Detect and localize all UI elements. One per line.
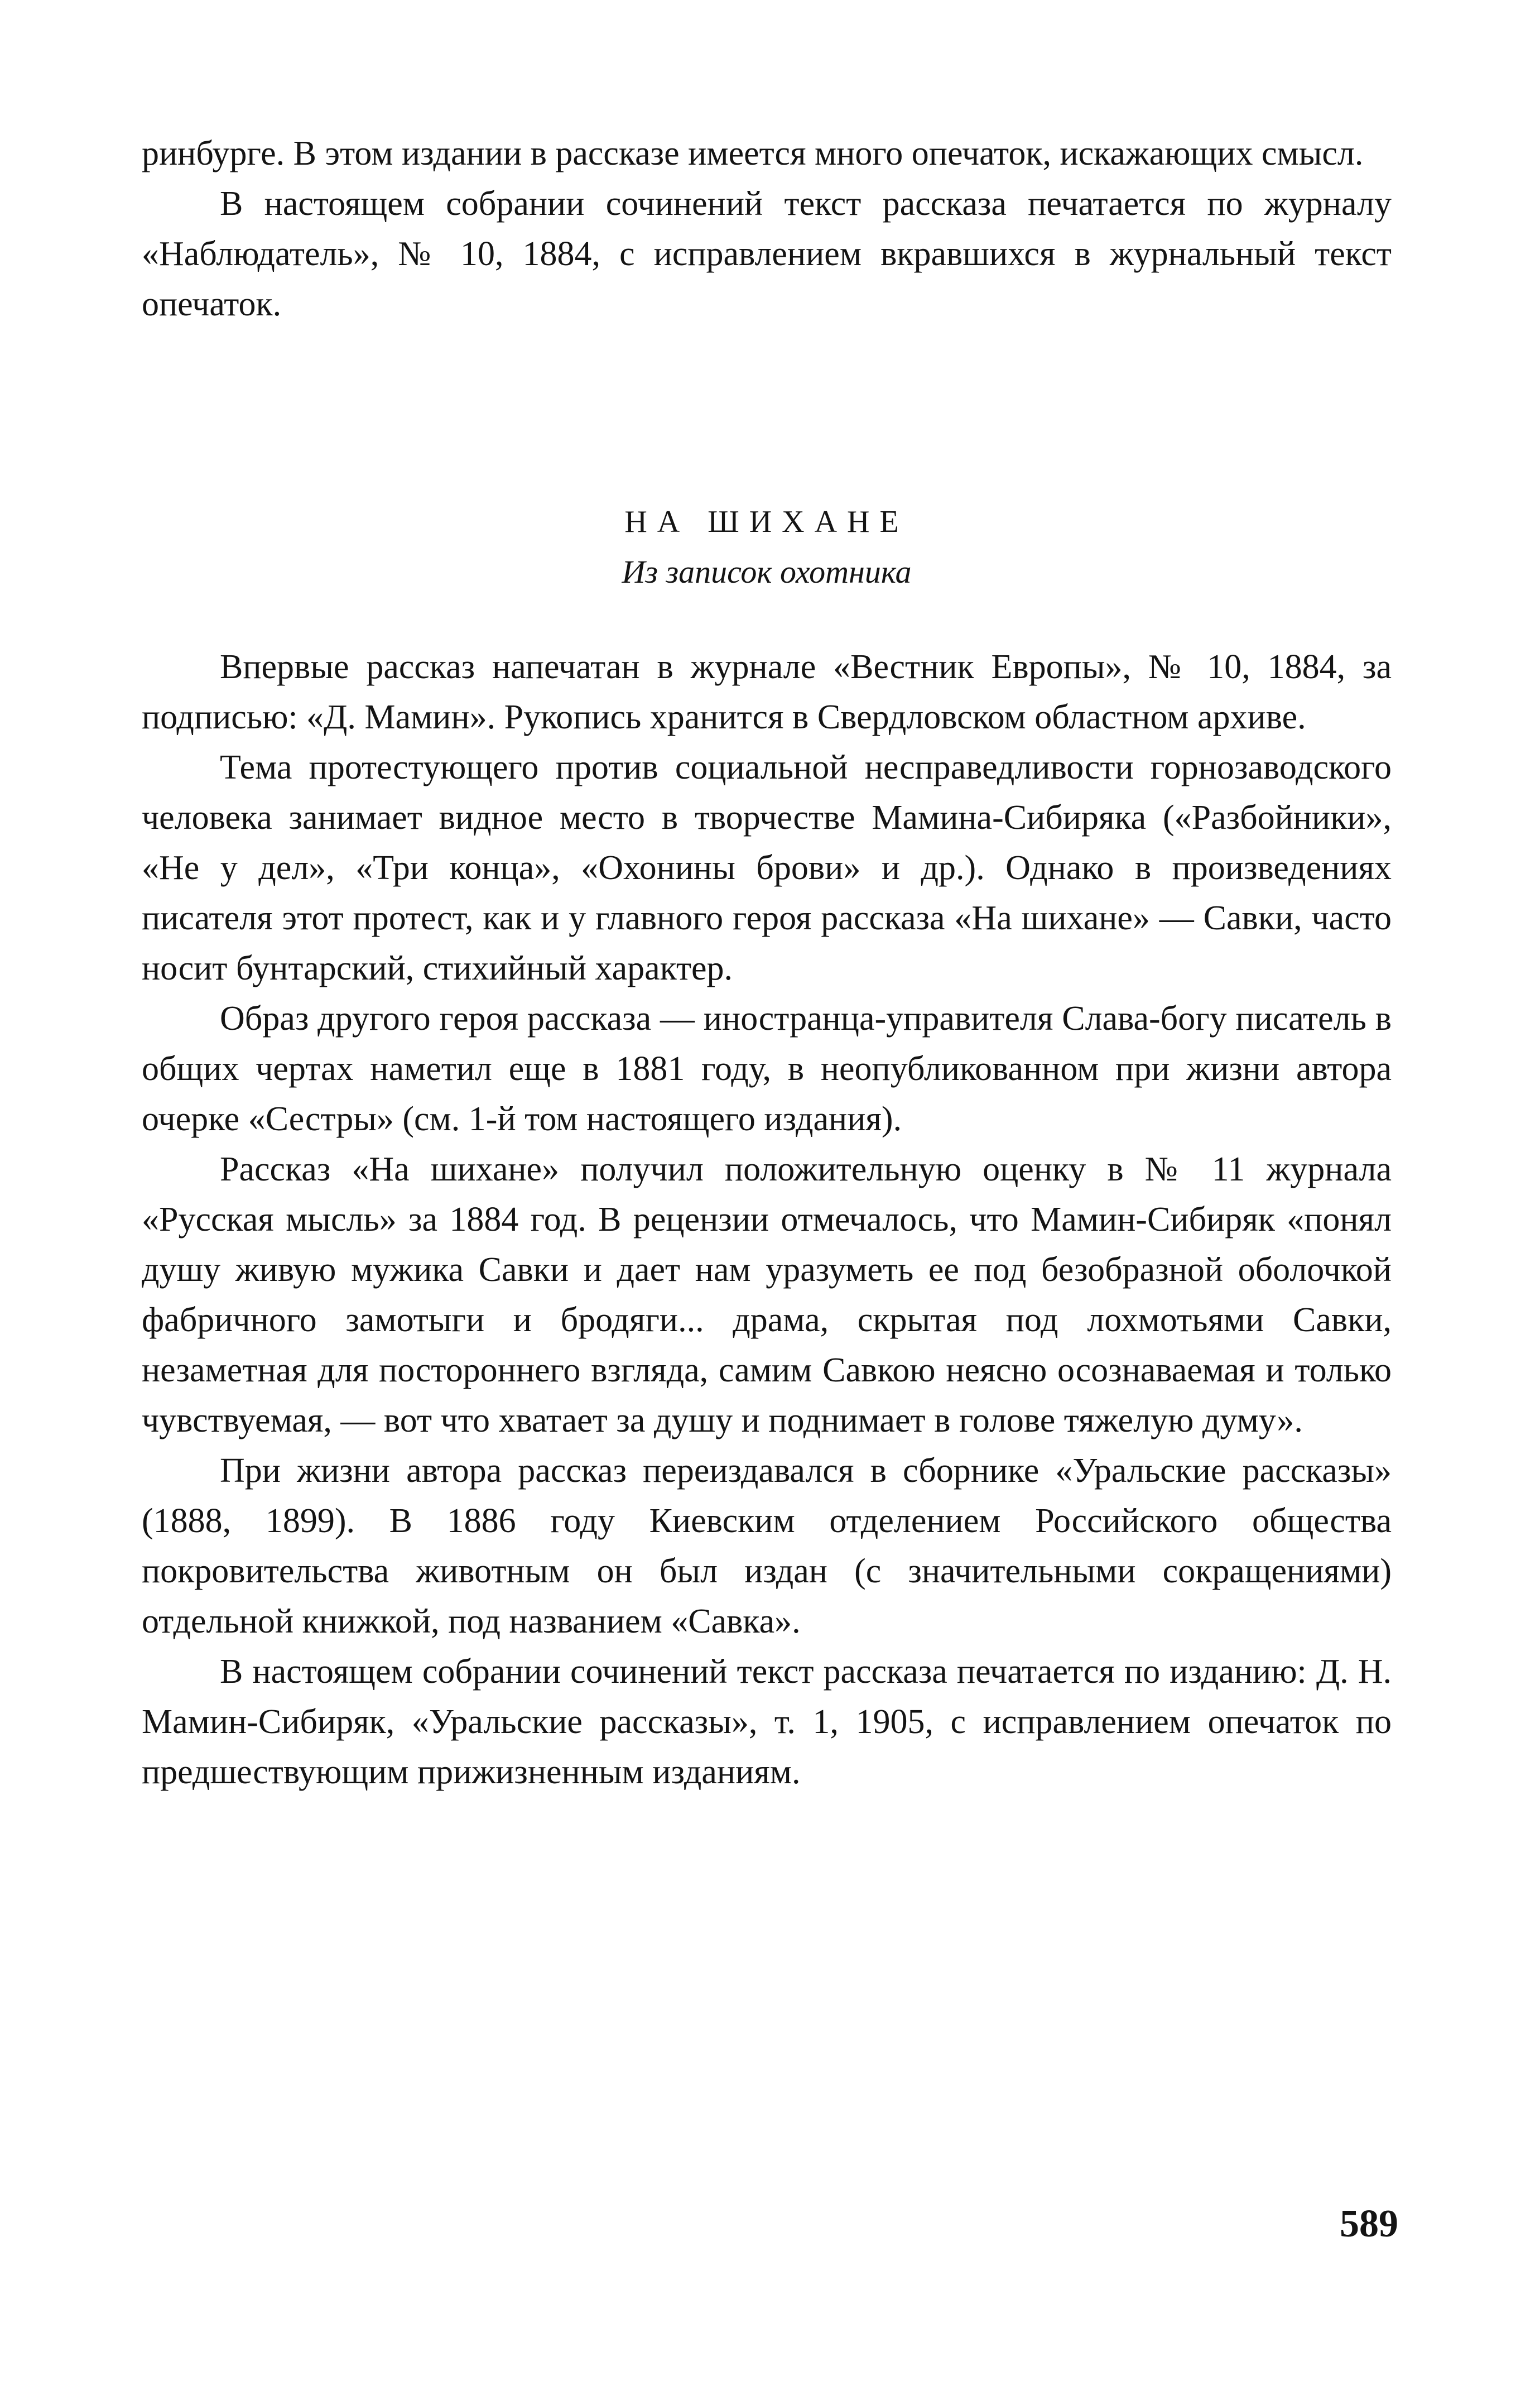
page-body	[142, 128, 1392, 1797]
section-heading	[142, 497, 1392, 597]
continuation-paragraph: ринбурге. В этом издании в рассказе имеется много опечаток, искажающих смысл.	[142, 135, 1364, 172]
section-subtitle: Из записок охотника	[622, 554, 912, 590]
body-paragraph: Тема протестующего против социальной несправедливости горнозаводского человека занимает видное место в творчестве Мамина-Сибиряка («Разбойники», «Не у дел», «Три конца», «Охонины брови» и др.). Однако в произведениях писателя этот протест, как и у главного героя рассказа «На шихане» — Савки, часто носит бунтарский, стихийный характер.	[142, 748, 1392, 987]
body-paragraph: Образ другого героя рассказа — иностранца-управителя Слава-богу писатель в общих чертах наметил еще в 1881 году, в неопубликованном при жизни автора очерке «Сестры» (см. 1-й том настоящего издания).	[142, 1000, 1392, 1138]
body-paragraph: В настоящем собрании сочинений текст рассказа печатается по изданию: Д. Н. Мамин-Сибиряк, «Уральские рассказы», т. 1, 1905, с исправлением опечаток по предшествующим прижизненным изданиям.	[142, 1653, 1392, 1791]
section-title: НА ШИХАНЕ	[624, 505, 909, 539]
edition-note-paragraph: В настоящем собрании сочинений текст рассказа печатается по журналу «Наблюдатель», № 10, 1884, с исправлением вкравшихся в журнальный текст опечаток.	[142, 185, 1392, 323]
body-paragraph: Рассказ «На шихане» получил положительную оценку в № 11 журнала «Русская мысль» за 1884 год. В рецензии отмечалось, что Мамин-Сибиряк «понял душу живую мужика Савки и дает нам уразуметь ее под безобразной оболочкой фабричного замотыги и бродяги... драма, скрытая под лохмотьями Савки, незаметная для постороннего взгляда, самим Савкою неясно осознаваемая и только чувствуемая, — вот что хватает за душу и поднимает в голове тяжелую думу».	[142, 1150, 1392, 1439]
body-paragraph: Впервые рассказ напечатан в журнале «Вестник Европы», № 10, 1884, за подписью: «Д. Мамин». Рукопись хранится в Свердловском областном архиве.	[142, 648, 1392, 736]
page-number: 589	[1340, 2202, 1398, 2245]
body-paragraph: При жизни автора рассказ переиздавался в сборнике «Уральские рассказы» (1888, 1899). В 1886 году Киевским отделением Российского общества покровительства животным он был издан (с значительными сокращениями) отдельной книжкой, под названием «Савка».	[142, 1452, 1392, 1640]
